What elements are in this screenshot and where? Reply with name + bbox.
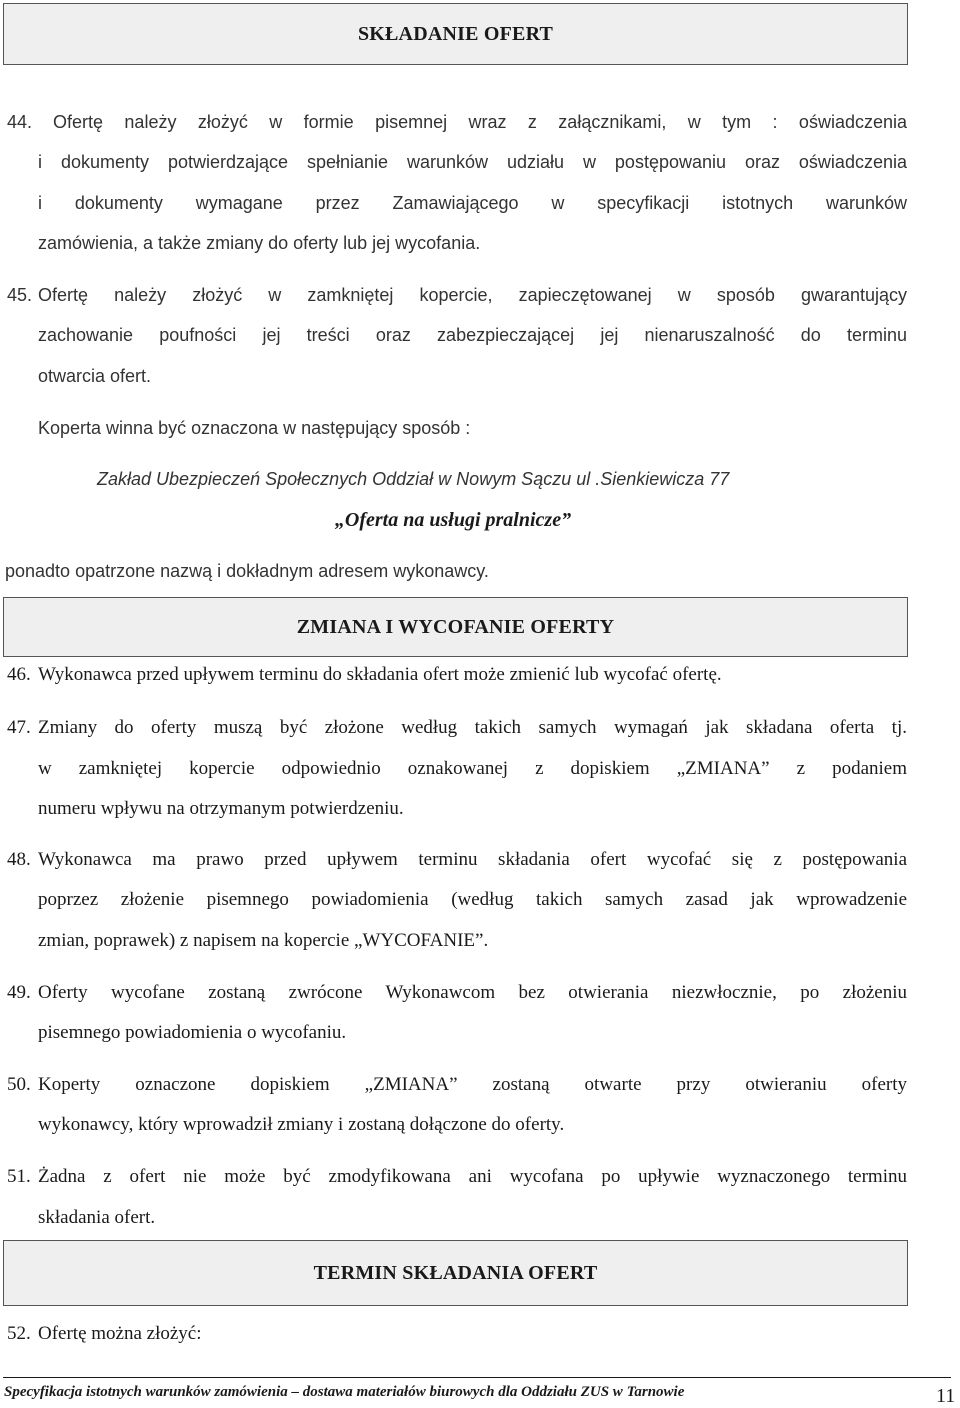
item-number-49: 49. (7, 982, 31, 1003)
footer-spec-title: Specyfikacja istotnych warunków zamówienia – dostawa materiałów biurowych dla Oddziału ZUS w Tarnowie (4, 1384, 685, 1400)
page-number: 11 (936, 1385, 956, 1407)
p44-line-1: Ofertę należy złożyć w formie pisemnej wraz z załącznikami, w tym : oświadczenia (53, 112, 907, 132)
p51-line-2: składania ofert. (38, 1207, 156, 1228)
offer-title: „Oferta na usługi pralnicze” (334, 509, 572, 531)
envelope-closing: ponadto opatrzone nazwą i dokładnym adresem wykonawcy. (5, 561, 489, 581)
p47-line-2: w zamkniętej kopercie odpowiednio oznakowanej z dopiskiem „ZMIANA” z podaniem (38, 758, 907, 779)
p45-line-1: Ofertę należy złożyć w zamkniętej kopercie, zapieczętowanej w sposób gwarantujący (38, 285, 907, 305)
p52-line-1: Ofertę można złożyć: (38, 1323, 202, 1344)
item-number-45: 45. (7, 285, 33, 305)
section-heading-zmiana-i-wycofanie: ZMIANA I WYCOFANIE OFERTY (3, 597, 908, 657)
section-heading-termin-skladania: TERMIN SKŁADANIA OFERT (3, 1240, 908, 1306)
p50-line-2: wykonawcy, który wprowadził zmiany i zostaną dołączone do oferty. (38, 1114, 565, 1135)
item-number-50: 50. (7, 1074, 31, 1095)
p50-line-1: Koperty oznaczone dopiskiem „ZMIANA” zostaną otwarte przy otwieraniu oferty (38, 1074, 907, 1095)
envelope-intro: Koperta winna być oznaczona w następujący sposób : (38, 418, 471, 438)
p49-line-2: pisemnego powiadomienia o wycofaniu. (38, 1022, 347, 1043)
p45-line-2: zachowanie poufności jej treści oraz zabezpieczającej jej nienaruszalność do terminu (38, 325, 907, 345)
p44-line-4: zamówienia, a także zmiany do oferty lub jej wycofania. (38, 233, 481, 253)
p44-line-3: i dokumenty wymagane przez Zamawiającego w specyfikacji istotnych warunków (38, 193, 907, 213)
p46-line-1: Wykonawca przed upływem terminu do składania ofert może zmienić lub wycofać ofertę. (38, 664, 722, 685)
p48-line-2: poprzez złożenie pisemnego powiadomienia (według takich samych zasad jak wprowadzenie (38, 889, 907, 910)
p47-line-1: Zmiany do oferty muszą być złożone według takich samych wymagań jak składana oferta tj. (38, 717, 907, 738)
envelope-address: Zakład Ubezpieczeń Społecznych Oddział w Nowym Sączu ul .Sienkiewicza 77 (97, 469, 730, 489)
item-number-51: 51. (7, 1166, 31, 1187)
section-heading-skladanie-ofert: SKŁADANIE OFERT (3, 3, 908, 65)
p49-line-1: Oferty wycofane zostaną zwrócone Wykonawcom bez otwierania niezwłocznie, po złożeniu (38, 982, 907, 1003)
item-number-52: 52. (7, 1323, 31, 1344)
item-number-48: 48. (7, 849, 31, 870)
item-number-47: 47. (7, 717, 31, 738)
item-number-44: 44. (7, 112, 33, 132)
item-number-46: 46. (7, 664, 31, 685)
footer-divider (3, 1377, 951, 1378)
p51-line-1: Żadna z ofert nie może być zmodyfikowana ani wycofana po upływie wyznaczonego terminu (38, 1166, 907, 1187)
p47-line-3: numeru wpływu na otrzymanym potwierdzeniu. (38, 798, 404, 819)
p44-line-2: i dokumenty potwierdzające spełnianie warunków udziału w postępowaniu oraz oświadczenia (38, 152, 907, 172)
p45-line-3: otwarcia ofert. (38, 366, 152, 386)
p48-line-1: Wykonawca ma prawo przed upływem terminu składania ofert wycofać się z postępowania (38, 849, 907, 870)
p48-line-3: zmian, poprawek) z napisem na kopercie „WYCOFANIE”. (38, 930, 489, 951)
